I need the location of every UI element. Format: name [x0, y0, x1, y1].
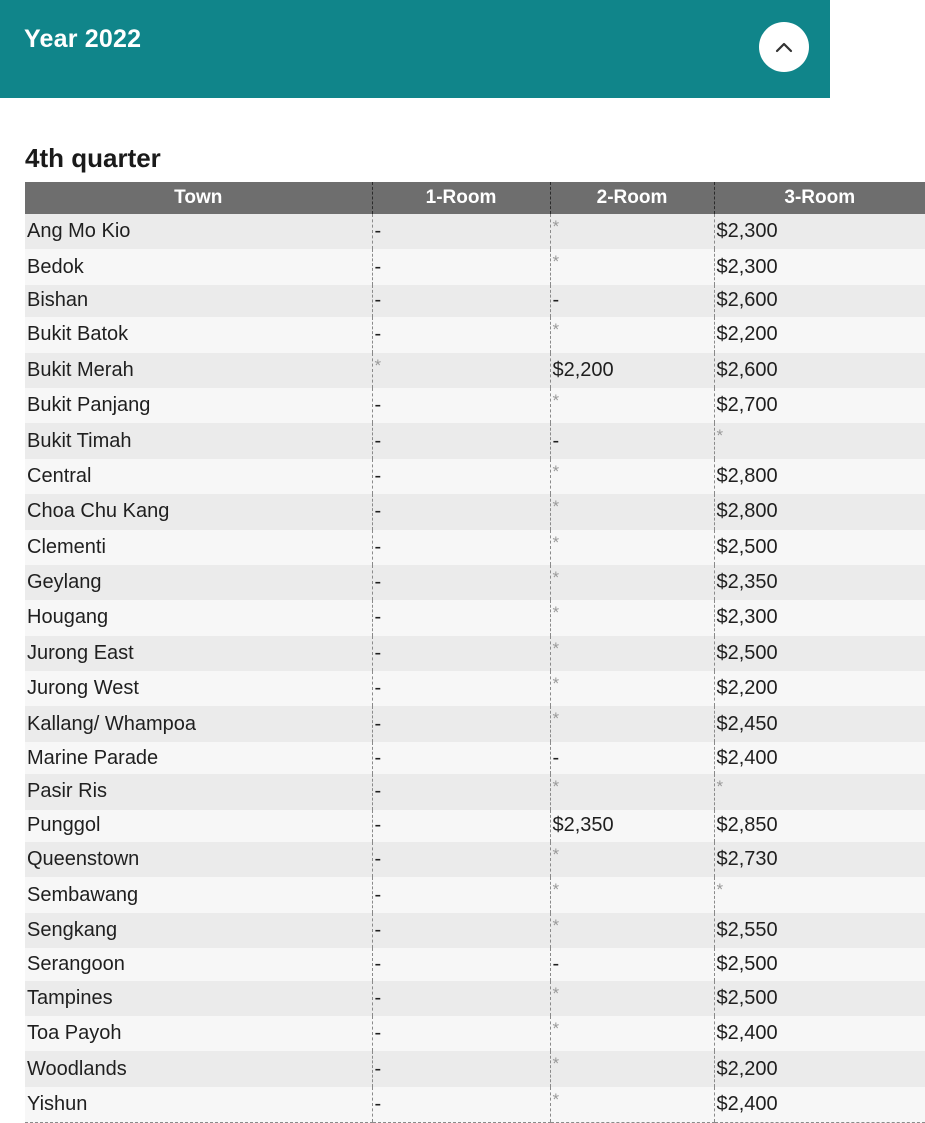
1-room-cell: - [372, 636, 550, 671]
town-cell: Serangoon [25, 948, 372, 980]
town-cell: Toa Payoh [25, 1016, 372, 1051]
3-room-cell: $2,200 [714, 671, 925, 706]
table-row [25, 948, 925, 980]
3-room-cell: $2,730 [714, 842, 925, 877]
2-room-cell: $2,200 [550, 353, 714, 388]
3-room-cell: $2,300 [714, 214, 925, 249]
town-cell: Geylang [25, 565, 372, 600]
2-room-cell: * [550, 600, 714, 635]
3-room-cell: * [714, 774, 925, 809]
table-row [25, 1087, 925, 1123]
table-row [25, 706, 925, 741]
1-room-cell: - [372, 565, 550, 600]
table-row [25, 877, 925, 912]
town-cell: Bukit Merah [25, 353, 372, 388]
1-room-cell: - [372, 1051, 550, 1086]
table-row [25, 459, 925, 494]
town-cell: Bukit Timah [25, 423, 372, 458]
town-cell: Sengkang [25, 913, 372, 948]
accordion-title: Year 2022 [24, 25, 142, 53]
2-room-cell: * [550, 214, 714, 249]
1-room-cell: - [372, 913, 550, 948]
1-room-cell: - [372, 214, 550, 249]
3-room-cell: $2,300 [714, 600, 925, 635]
town-cell: Queenstown [25, 842, 372, 877]
town-cell: Yishun [25, 1087, 372, 1123]
2-room-cell: * [550, 913, 714, 948]
town-cell: Bishan [25, 285, 372, 317]
1-room-cell: - [372, 810, 550, 842]
3-room-cell: $2,500 [714, 530, 925, 565]
1-room-cell: - [372, 1087, 550, 1123]
rent-table [25, 182, 925, 1123]
1-room-cell: - [372, 1016, 550, 1051]
column-header-2-room: 2-Room [550, 182, 714, 214]
1-room-cell: - [372, 530, 550, 565]
town-cell: Kallang/ Whampoa [25, 706, 372, 741]
2-room-cell: * [550, 388, 714, 423]
column-header-1-room: 1-Room [372, 182, 550, 214]
table-row [25, 494, 925, 529]
town-cell: Jurong East [25, 636, 372, 671]
town-cell: Bedok [25, 249, 372, 284]
table-row [25, 388, 925, 423]
1-room-cell: - [372, 742, 550, 774]
column-header-town: Town [25, 182, 372, 214]
table-row [25, 636, 925, 671]
3-room-cell: $2,450 [714, 706, 925, 741]
3-room-cell: $2,400 [714, 742, 925, 774]
table-row [25, 742, 925, 774]
table-header-row [25, 182, 925, 214]
1-room-cell: - [372, 459, 550, 494]
3-room-cell: $2,850 [714, 810, 925, 842]
section-title: 4th quarter [25, 143, 161, 173]
2-room-cell: * [550, 530, 714, 565]
1-room-cell: - [372, 600, 550, 635]
1-room-cell: - [372, 706, 550, 741]
1-room-cell: - [372, 249, 550, 284]
column-header-3-room: 3-Room [714, 182, 925, 214]
town-cell: Marine Parade [25, 742, 372, 774]
2-room-cell: * [550, 565, 714, 600]
table-row [25, 530, 925, 565]
town-cell: Bukit Batok [25, 317, 372, 352]
2-room-cell: * [550, 842, 714, 877]
2-room-cell: * [550, 981, 714, 1016]
1-room-cell: - [372, 494, 550, 529]
1-room-cell: - [372, 317, 550, 352]
1-room-cell: - [372, 981, 550, 1016]
1-room-cell: - [372, 774, 550, 809]
2-room-cell: * [550, 706, 714, 741]
chevron-up-icon [774, 41, 794, 53]
3-room-cell: $2,550 [714, 913, 925, 948]
3-room-cell: $2,350 [714, 565, 925, 600]
3-room-cell: $2,800 [714, 459, 925, 494]
2-room-cell: * [550, 494, 714, 529]
table-row [25, 981, 925, 1016]
3-room-cell: $2,200 [714, 1051, 925, 1086]
3-room-cell: $2,200 [714, 317, 925, 352]
3-room-cell: $2,400 [714, 1016, 925, 1051]
table-row [25, 249, 925, 284]
3-room-cell: * [714, 877, 925, 912]
table-row [25, 565, 925, 600]
3-room-cell: $2,300 [714, 249, 925, 284]
3-room-cell: $2,500 [714, 981, 925, 1016]
table-row [25, 353, 925, 388]
2-room-cell: - [550, 742, 714, 774]
table-row [25, 317, 925, 352]
1-room-cell: - [372, 423, 550, 458]
table-row [25, 285, 925, 317]
town-cell: Pasir Ris [25, 774, 372, 809]
rent-table-container[interactable] [25, 182, 856, 1115]
town-cell: Sembawang [25, 877, 372, 912]
1-room-cell: - [372, 388, 550, 423]
town-cell: Choa Chu Kang [25, 494, 372, 529]
table-body [25, 214, 925, 1123]
3-room-cell: $2,500 [714, 636, 925, 671]
table-row [25, 600, 925, 635]
2-room-cell: * [550, 459, 714, 494]
2-room-cell: - [550, 423, 714, 458]
town-cell: Woodlands [25, 1051, 372, 1086]
table-row [25, 423, 925, 458]
table-row [25, 842, 925, 877]
2-room-cell: * [550, 317, 714, 352]
table-row [25, 913, 925, 948]
table-row [25, 810, 925, 842]
town-cell: Tampines [25, 981, 372, 1016]
town-cell: Clementi [25, 530, 372, 565]
town-cell: Hougang [25, 600, 372, 635]
2-room-cell: - [550, 948, 714, 980]
town-cell: Bukit Panjang [25, 388, 372, 423]
1-room-cell: * [372, 353, 550, 388]
2-room-cell: * [550, 636, 714, 671]
1-room-cell: - [372, 285, 550, 317]
town-cell: Jurong West [25, 671, 372, 706]
table-row [25, 774, 925, 809]
2-room-cell: * [550, 1051, 714, 1086]
town-cell: Central [25, 459, 372, 494]
2-room-cell: * [550, 1087, 714, 1123]
accordion-header[interactable] [0, 0, 830, 98]
table-row [25, 671, 925, 706]
3-room-cell: $2,600 [714, 285, 925, 317]
3-room-cell: $2,600 [714, 353, 925, 388]
collapse-button[interactable] [759, 22, 809, 72]
3-room-cell: $2,700 [714, 388, 925, 423]
2-room-cell: * [550, 1016, 714, 1051]
2-room-cell: * [550, 774, 714, 809]
2-room-cell: - [550, 285, 714, 317]
2-room-cell: * [550, 877, 714, 912]
2-room-cell: $2,350 [550, 810, 714, 842]
1-room-cell: - [372, 877, 550, 912]
3-room-cell: $2,500 [714, 948, 925, 980]
town-cell: Ang Mo Kio [25, 214, 372, 249]
table-row [25, 1051, 925, 1086]
table-row [25, 214, 925, 249]
table-row [25, 1016, 925, 1051]
3-room-cell: $2,800 [714, 494, 925, 529]
1-room-cell: - [372, 948, 550, 980]
1-room-cell: - [372, 671, 550, 706]
3-room-cell: * [714, 423, 925, 458]
2-room-cell: * [550, 249, 714, 284]
1-room-cell: - [372, 842, 550, 877]
town-cell: Punggol [25, 810, 372, 842]
2-room-cell: * [550, 671, 714, 706]
3-room-cell: $2,400 [714, 1087, 925, 1123]
